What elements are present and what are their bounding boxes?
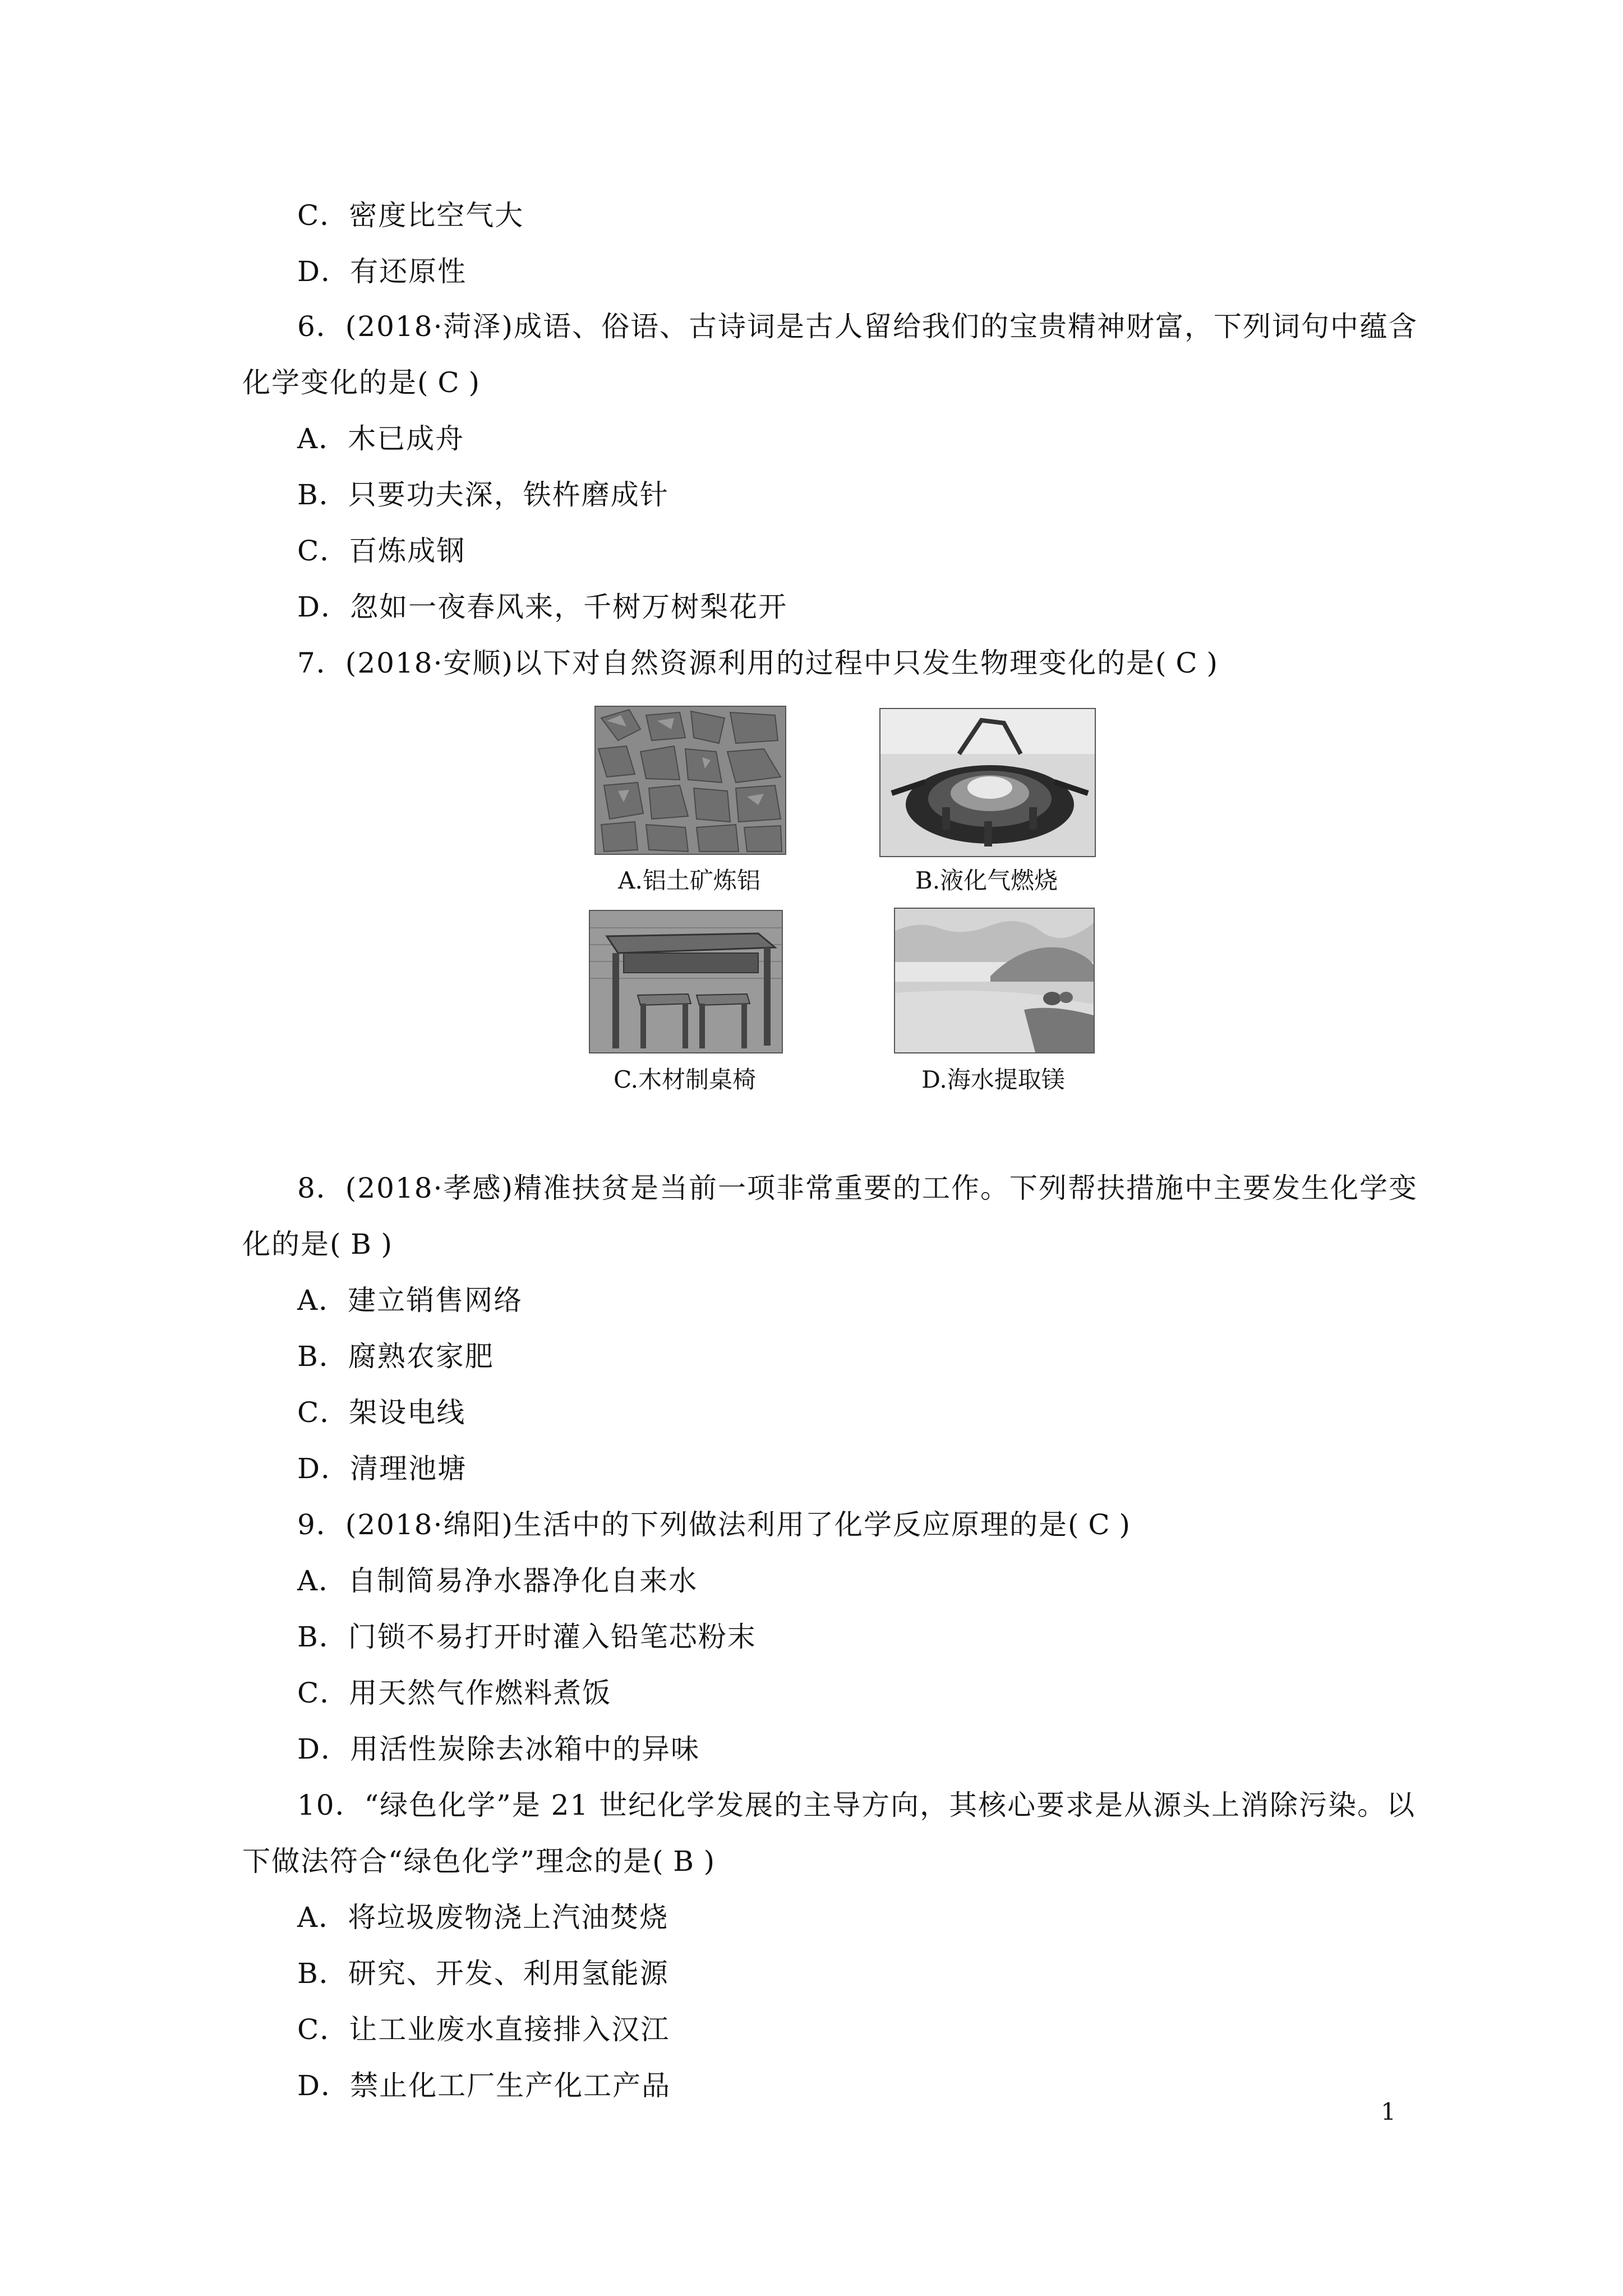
q9-option-d: D．用活性炭除去冰箱中的异味 (297, 1733, 700, 1765)
q6-option-c: C．百炼成钢 (297, 535, 466, 567)
q9-option-a: A．自制简易净水器净化自来水 (297, 1565, 698, 1597)
q8-answer: B (351, 1228, 372, 1260)
q8-option-d: D．清理池塘 (297, 1452, 467, 1485)
q8-stem-line2 (242, 1226, 393, 1262)
q7-stem (297, 645, 1219, 681)
q8-stem-post: ) (381, 1228, 394, 1260)
seaside-salt-pan-photo (894, 908, 1095, 1053)
q5-option-d: D．有还原性 (297, 255, 467, 288)
q8-option-b: B．腐熟农家肥 (297, 1340, 494, 1373)
q10-option-c: C．让工业废水直接排入汉江 (297, 2013, 670, 2046)
q10-stem-line2 (242, 1843, 716, 1879)
q8-stem-pre: 化的是( (242, 1228, 342, 1260)
q6-stem-pre: 化学变化的是( (242, 366, 430, 399)
q10-option-b: B．研究、开发、利用氢能源 (297, 1957, 669, 1990)
page-number: 1 (1381, 2098, 1396, 2125)
q6-option-d: D．忽如一夜春风来，千树万树梨花开 (297, 591, 788, 623)
q7-figure-d-caption: D.海水提取镁 (921, 1066, 1065, 1093)
q7-figure-c-caption: C.木材制桌椅 (614, 1066, 756, 1093)
q10-option-d: D．禁止化工厂生产化工产品 (297, 2069, 671, 2102)
q9-answer: C (1088, 1508, 1111, 1541)
q9-stem (297, 1507, 1131, 1543)
q9-stem-post: ) (1119, 1508, 1131, 1541)
q9-option-b: B．门锁不易打开时灌入铅笔芯粉末 (297, 1621, 757, 1653)
q7-stem-pre: 7．(2018·安顺)以下对自然资源利用的过程中只发生物理变化的是( (297, 647, 1168, 679)
q6-stem-line1: 6．(2018·菏泽)成语、俗语、古诗词是古人留给我们的宝贵精神财富，下列词句中蕴含 (297, 310, 1418, 343)
q10-answer: B (673, 1845, 695, 1878)
q8-option-c: C．架设电线 (297, 1396, 466, 1429)
wooden-desk-chairs-photo (589, 910, 783, 1053)
q10-stem-pre: 下做法符合“绿色化学”理念的是( (242, 1845, 665, 1878)
q7-figure-a-caption: A.铝土矿炼铝 (618, 867, 760, 894)
q6-stem-post: ) (468, 366, 481, 399)
q6-answer: C (437, 366, 460, 399)
q5-option-c: C．密度比空气大 (297, 199, 524, 232)
q7-answer: C (1175, 647, 1198, 679)
q10-stem-line1: 10．“绿色化学”是 21 世纪化学发展的主导方向，其核心要求是从源头上消除污染。以 (297, 1789, 1416, 1821)
q6-option-b: B．只要功夫深，铁杵磨成针 (297, 478, 669, 511)
q6-option-a: A．木已成舟 (297, 422, 465, 455)
bauxite-ore-photo (594, 706, 786, 855)
q7-figure-b-caption: B.液化气燃烧 (915, 867, 1058, 894)
q8-stem-line1: 8．(2018·孝感)精准扶贫是当前一项非常重要的工作。下列帮扶措施中主要发生化学变 (297, 1172, 1418, 1204)
q10-stem-post: ) (703, 1845, 716, 1878)
q6-stem-line2 (242, 365, 481, 401)
q9-stem-pre: 9．(2018·绵阳)生活中的下列做法利用了化学反应原理的是( (297, 1508, 1080, 1541)
q7-stem-post: ) (1206, 647, 1219, 679)
gas-stove-flame-photo (879, 708, 1096, 857)
q8-option-a: A．建立销售网络 (297, 1284, 523, 1317)
q9-option-c: C．用天然气作燃料煮饭 (297, 1677, 612, 1709)
q10-option-a: A．将垃圾废物浇上汽油焚烧 (297, 1901, 669, 1934)
